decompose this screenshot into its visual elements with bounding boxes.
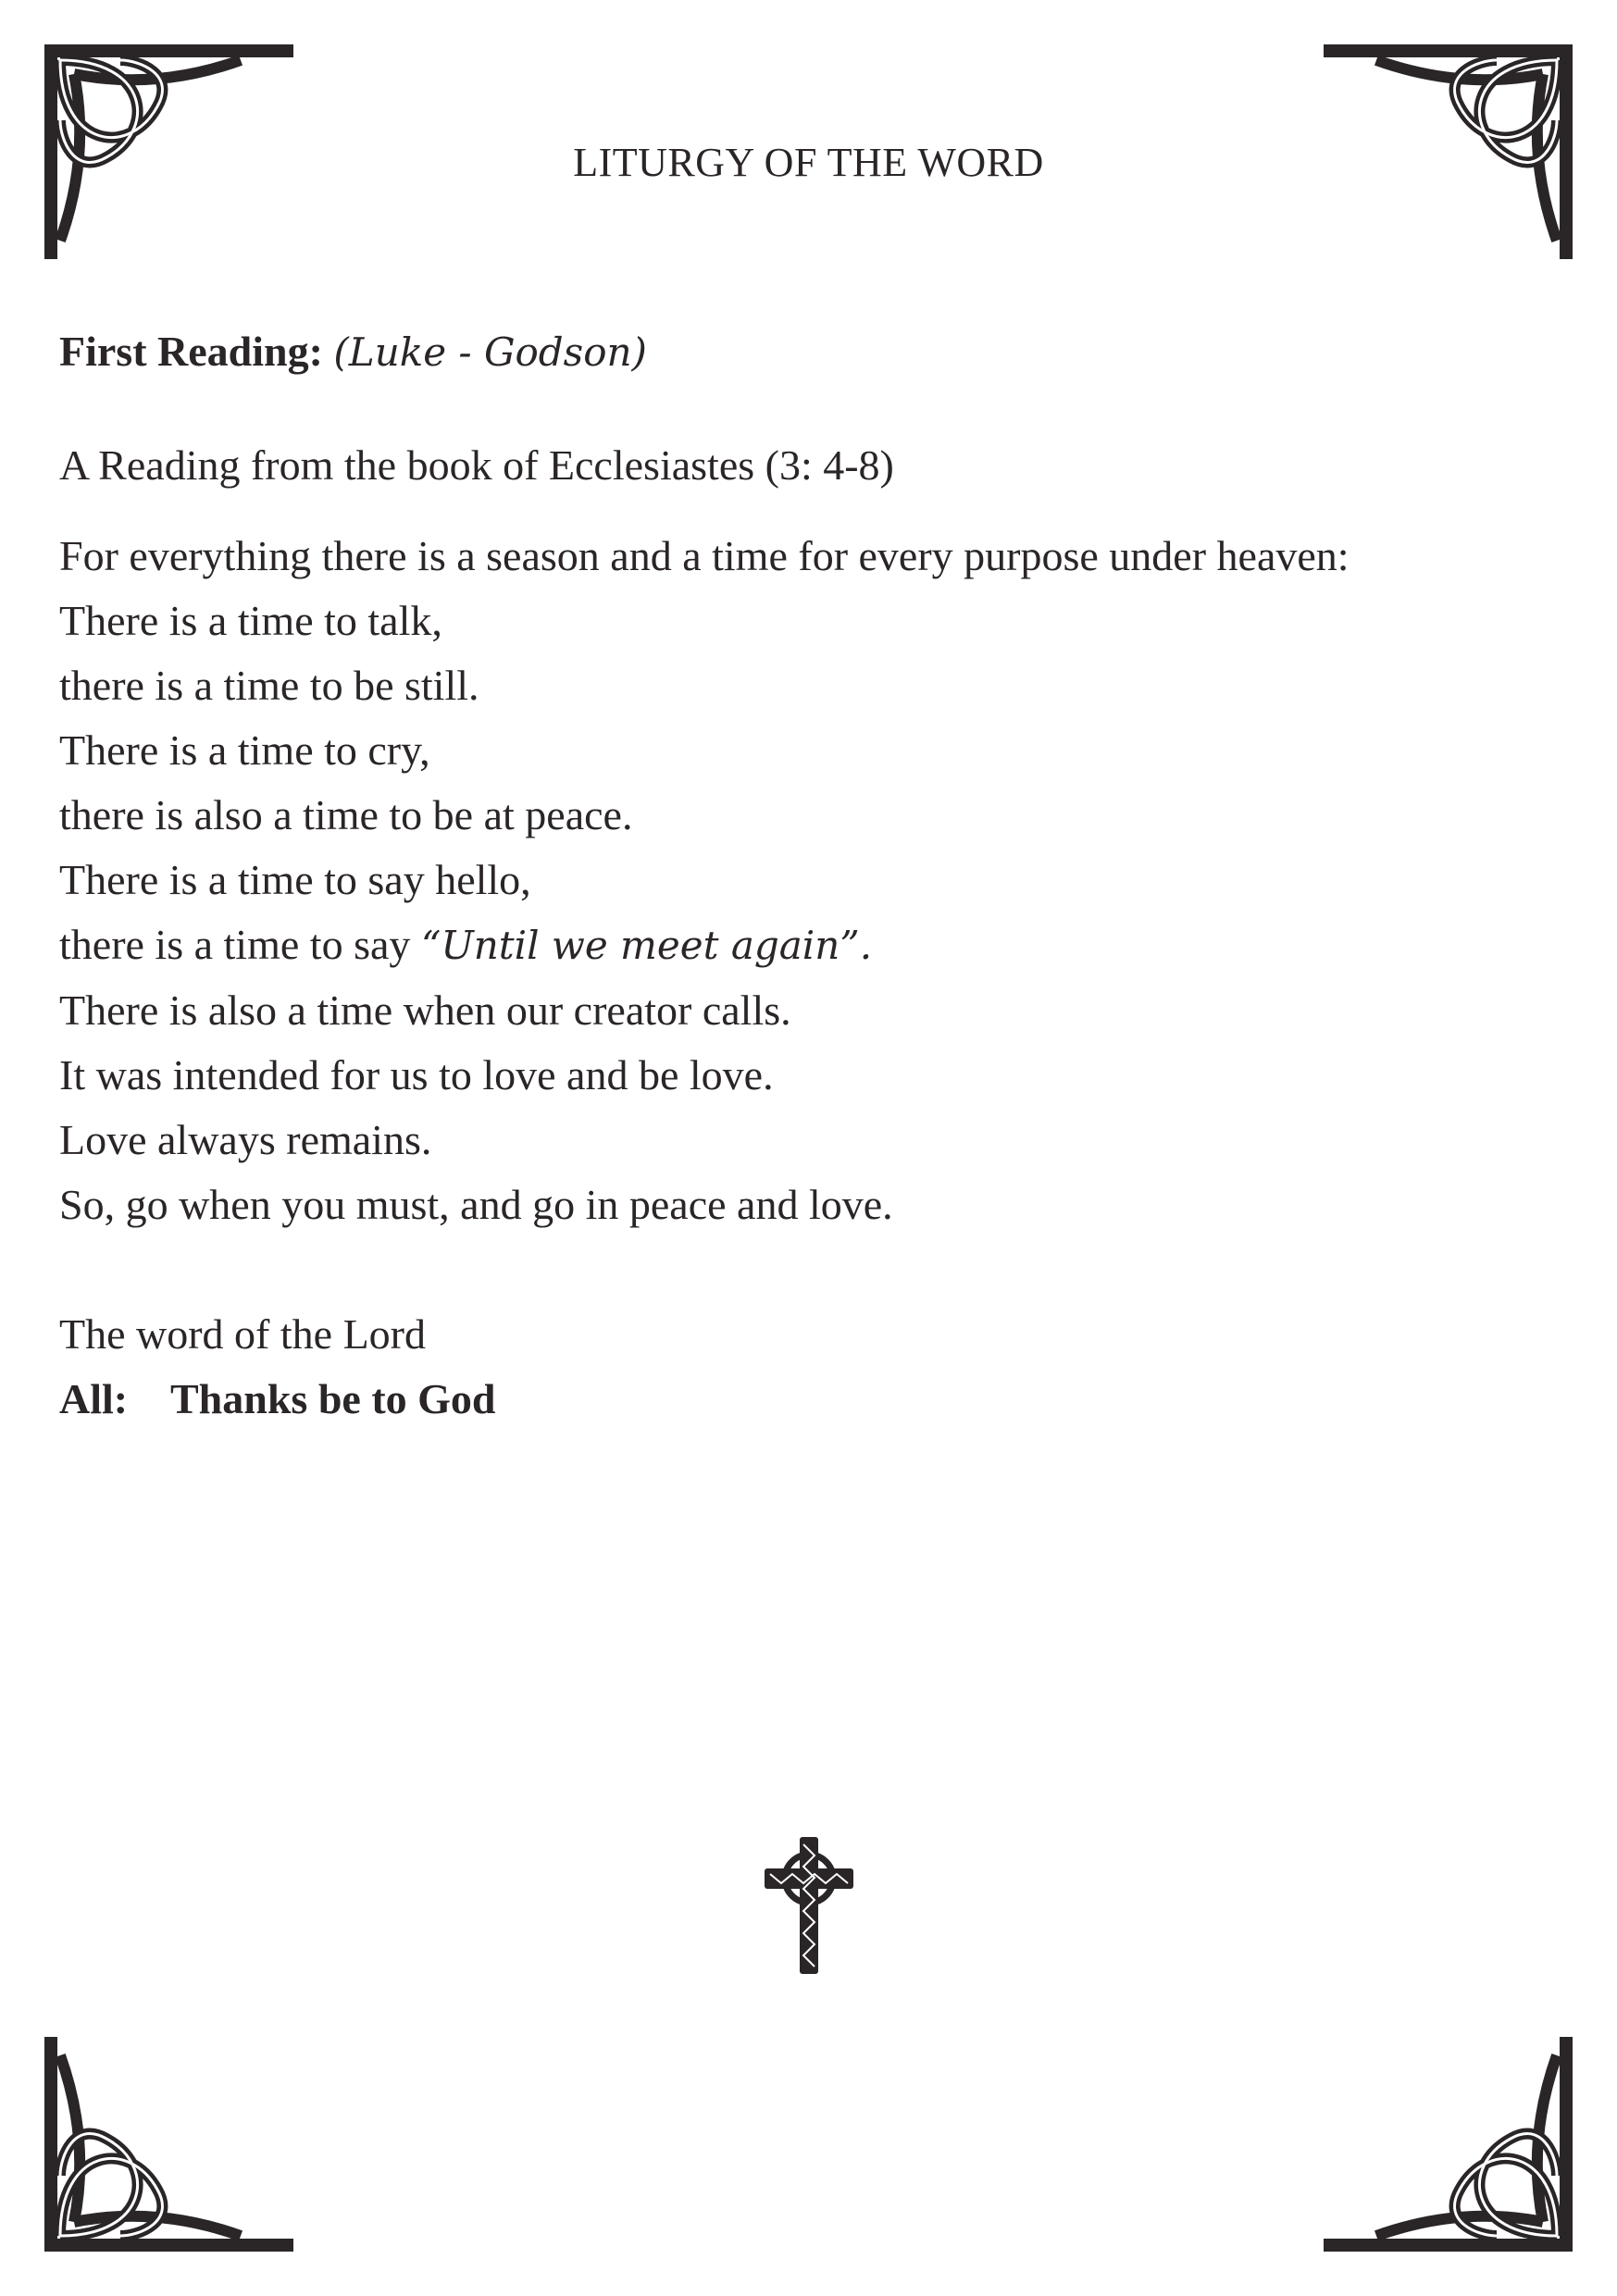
celtic-knot-corner-icon bbox=[1321, 2037, 1598, 2277]
verse-line: There is also a time when our creator calls. bbox=[59, 987, 791, 1034]
verse-line: For everything there is a season and a time for every purpose under heaven: bbox=[59, 532, 1350, 579]
reading-section bbox=[59, 319, 1559, 1432]
verse-line: there is a time to be still. bbox=[59, 662, 479, 709]
verse-line: Love always remains. bbox=[59, 1116, 432, 1163]
page-title: LITURGY OF THE WORD bbox=[573, 140, 1044, 185]
verse-line: there is a time to say bbox=[59, 921, 421, 968]
celtic-cross-icon bbox=[765, 1837, 853, 1974]
verse-line: There is a time to talk, bbox=[59, 597, 442, 644]
closing-response bbox=[59, 1367, 1559, 1432]
verse-line: there is also a time to be at peace. bbox=[59, 791, 633, 838]
celtic-knot-corner-icon bbox=[19, 2037, 296, 2277]
reader-names: (Luke - Godson) bbox=[333, 329, 647, 375]
verse-line: It was intended for us to love and be love. bbox=[59, 1051, 774, 1098]
closing-statement: The word of the Lord bbox=[59, 1310, 426, 1358]
book-reference: A Reading from the book of Ecclesiastes (3: 4-8) bbox=[59, 441, 894, 489]
verse-quote: “Until we meet again”. bbox=[420, 923, 873, 968]
verse-line: So, go when you must, and go in peace and love. bbox=[59, 1181, 893, 1228]
verse-line: There is a time to say hello, bbox=[59, 856, 531, 903]
verse-line-with-quote bbox=[59, 912, 1559, 978]
reading-label: First Reading: bbox=[59, 328, 323, 375]
reading-heading bbox=[59, 319, 1559, 385]
verse-line: There is a time to cry, bbox=[59, 726, 430, 774]
closing-acclamation bbox=[59, 1302, 1559, 1432]
response-text: Thanks be to God bbox=[170, 1375, 496, 1422]
response-label: All: bbox=[59, 1375, 129, 1422]
verse-list bbox=[59, 524, 1559, 1237]
